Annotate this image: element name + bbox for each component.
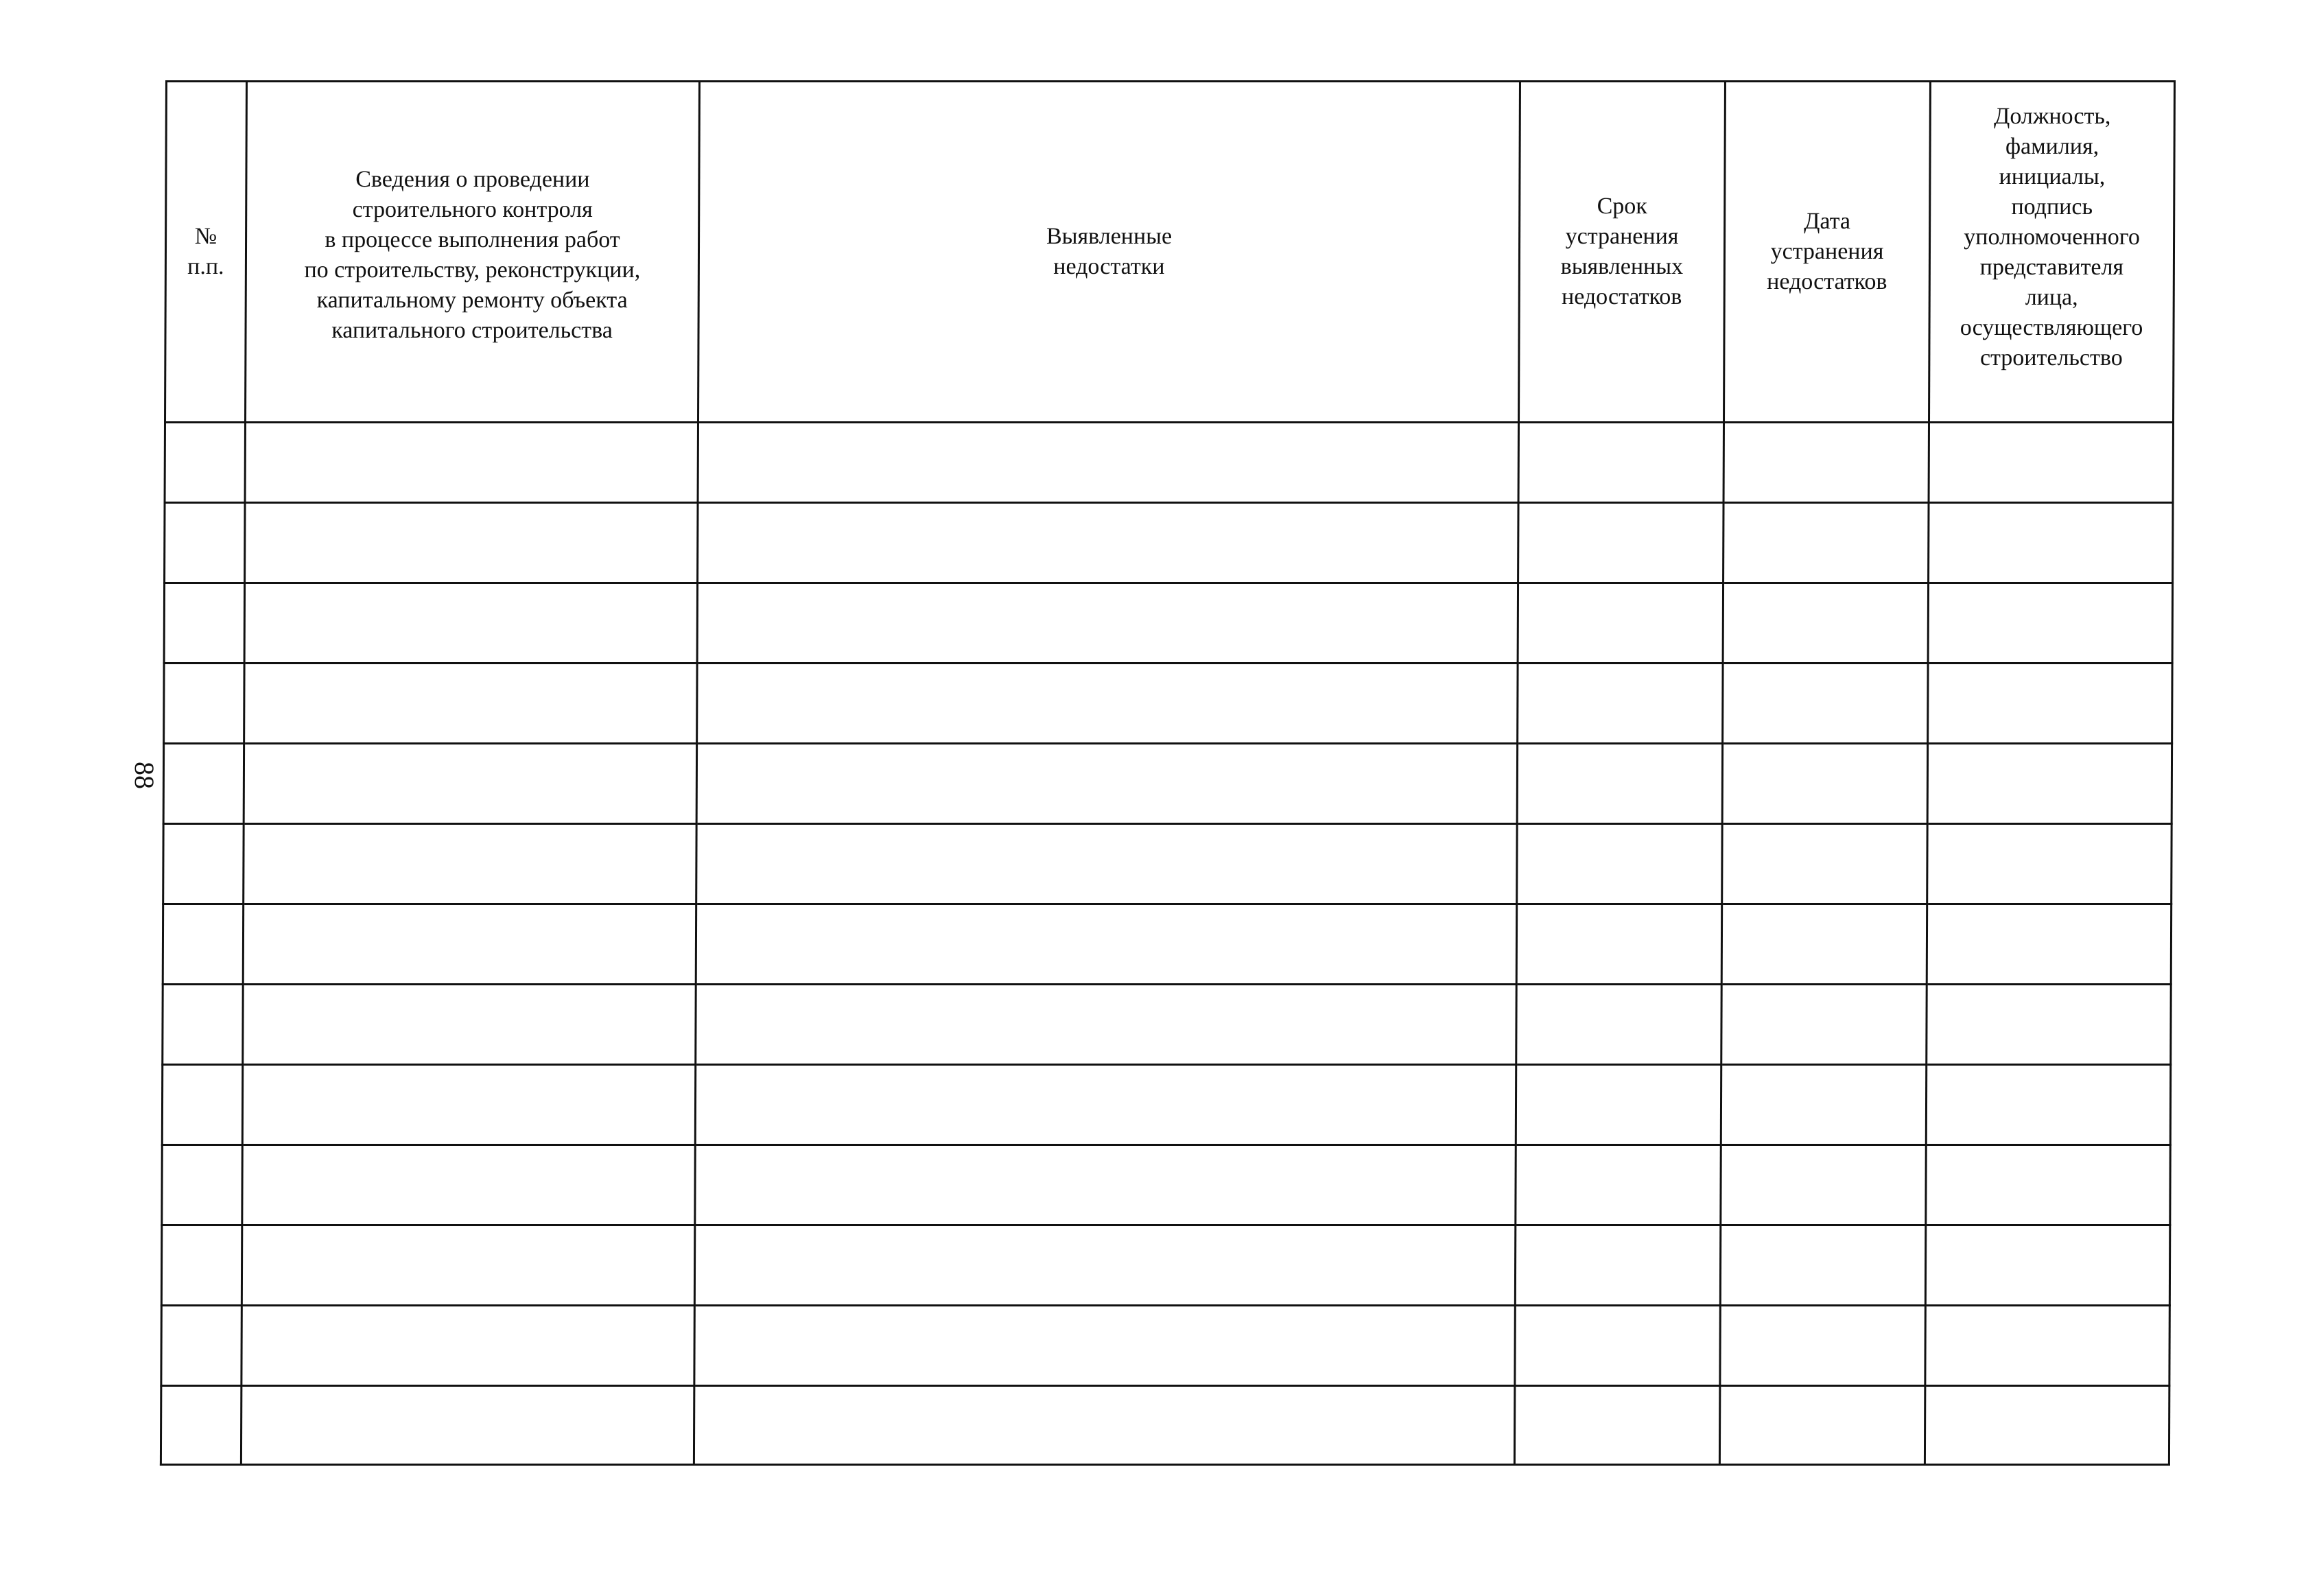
cell-row-number — [161, 1225, 242, 1306]
cell-row-number — [164, 583, 244, 664]
cell-fix-date — [1721, 985, 1927, 1065]
cell-deadline — [1517, 824, 1722, 904]
cell-signature — [1928, 583, 2172, 664]
table-row — [164, 664, 2172, 744]
cell-deadline — [1514, 1386, 1719, 1465]
cell-control-info — [243, 985, 696, 1065]
cell-deadline — [1516, 1065, 1721, 1145]
cell-fix-date — [1722, 824, 1927, 904]
header-row-number: № п.п. — [165, 82, 246, 423]
cell-row-number — [165, 423, 245, 503]
header-defects: Выявленные недостатки — [698, 82, 1520, 423]
cell-row-number — [163, 744, 244, 824]
table-row — [161, 1306, 2169, 1386]
cell-signature — [1929, 423, 2173, 503]
cell-defects — [696, 824, 1517, 904]
table-row — [162, 1065, 2170, 1145]
cell-fix-date — [1719, 1386, 1925, 1465]
cell-defects — [694, 1225, 1515, 1306]
table-row — [161, 1225, 2169, 1306]
cell-signature — [1927, 744, 2172, 824]
cell-deadline — [1518, 664, 1723, 744]
cell-defects — [697, 664, 1518, 744]
cell-row-number — [162, 1065, 242, 1145]
table-row — [165, 423, 2173, 503]
cell-row-number — [161, 1306, 242, 1386]
cell-signature — [1926, 1065, 2170, 1145]
cell-signature — [1927, 985, 2171, 1065]
cell-row-number — [163, 985, 243, 1065]
cell-deadline — [1516, 1145, 1721, 1225]
header-deadline: Срок устранения выявленных недостатков — [1518, 82, 1725, 423]
cell-row-number — [163, 824, 244, 904]
cell-deadline — [1517, 744, 1722, 824]
cell-fix-date — [1723, 664, 1928, 744]
cell-deadline — [1518, 503, 1723, 583]
cell-fix-date — [1720, 1225, 1925, 1306]
cell-signature — [1925, 1306, 2169, 1386]
cell-defects — [696, 744, 1517, 824]
cell-fix-date — [1721, 1145, 1926, 1225]
header-signature: Должность, фамилия, инициалы, подпись уполномоченного представителя лица, осуществляющего строительство — [1929, 82, 2174, 423]
table-row — [165, 503, 2173, 583]
cell-fix-date — [1722, 744, 1927, 824]
cell-fix-date — [1721, 1065, 1926, 1145]
table-row — [162, 1145, 2170, 1225]
cell-control-info — [241, 1386, 694, 1465]
cell-defects — [696, 904, 1516, 985]
cell-deadline — [1518, 583, 1723, 664]
cell-control-info — [244, 824, 696, 904]
table-row — [163, 824, 2172, 904]
cell-row-number — [164, 664, 244, 744]
cell-control-info — [242, 1065, 695, 1145]
cell-row-number — [162, 1145, 242, 1225]
cell-fix-date — [1723, 423, 1929, 503]
table-row — [161, 1386, 2169, 1465]
header-control-info: Сведения о проведении строительного контроля в процессе выполнения работ по строительству, реконструкции, капитальному ремонту объекта капитального строительства — [245, 82, 699, 423]
page-number: 88 — [129, 762, 160, 789]
cell-deadline — [1516, 904, 1721, 985]
cell-control-info — [244, 744, 696, 824]
cell-control-info — [244, 664, 697, 744]
cell-control-info — [243, 904, 696, 985]
cell-defects — [698, 503, 1518, 583]
cell-signature — [1928, 664, 2172, 744]
cell-signature — [1925, 1386, 2169, 1465]
table-body — [161, 423, 2173, 1465]
cell-defects — [695, 1145, 1516, 1225]
cell-deadline — [1516, 985, 1721, 1065]
cell-fix-date — [1723, 583, 1928, 664]
cell-defects — [694, 1306, 1515, 1386]
cell-defects — [696, 985, 1516, 1065]
journal-sheet — [160, 80, 2174, 1470]
table-row — [163, 904, 2171, 985]
cell-signature — [1926, 1145, 2170, 1225]
cell-row-number — [163, 904, 243, 985]
cell-defects — [697, 583, 1518, 664]
cell-fix-date — [1723, 503, 1929, 583]
table-row — [163, 985, 2171, 1065]
cell-control-info — [242, 1145, 695, 1225]
cell-signature — [1927, 904, 2171, 985]
cell-defects — [695, 1065, 1516, 1145]
construction-control-table — [160, 80, 2176, 1466]
cell-deadline — [1515, 1225, 1720, 1306]
cell-signature — [1925, 1225, 2169, 1306]
cell-deadline — [1515, 1306, 1720, 1386]
cell-control-info — [242, 1225, 694, 1306]
cell-signature — [1929, 503, 2173, 583]
cell-control-info — [245, 423, 698, 503]
cell-defects — [694, 1386, 1514, 1465]
cell-row-number — [161, 1386, 241, 1465]
table-row — [164, 583, 2172, 664]
cell-deadline — [1518, 423, 1723, 503]
table-row — [163, 744, 2172, 824]
cell-control-info — [245, 503, 698, 583]
cell-control-info — [242, 1306, 694, 1386]
cell-fix-date — [1721, 904, 1927, 985]
cell-row-number — [165, 503, 245, 583]
cell-signature — [1927, 824, 2172, 904]
cell-defects — [698, 423, 1518, 503]
header-fix-date: Дата устранения недостатков — [1723, 82, 1930, 423]
header-row — [165, 82, 2174, 423]
cell-fix-date — [1720, 1306, 1925, 1386]
cell-control-info — [244, 583, 697, 664]
